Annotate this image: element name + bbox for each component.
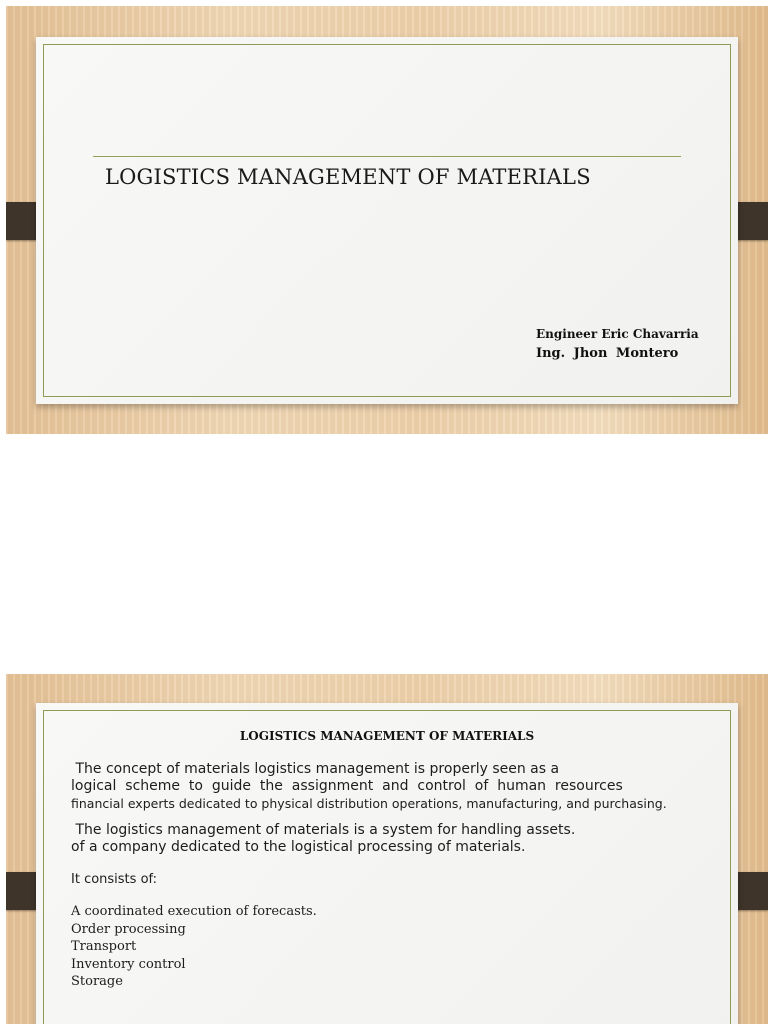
slide-paper <box>36 37 738 404</box>
consists-label: It consists of: <box>71 872 158 887</box>
list-item: Order processing <box>71 921 186 937</box>
paragraph <box>71 822 711 856</box>
author-name: Engineer Eric Chavarria <box>536 327 699 341</box>
slide-title: LOGISTICS MANAGEMENT OF MATERIALS <box>239 729 535 743</box>
slide-title: LOGISTICS MANAGEMENT OF MATERIALS <box>105 165 591 189</box>
title-divider <box>93 156 681 157</box>
list-item: Transport <box>71 939 137 954</box>
paragraph-line: The logistics management of materials is a system for handling assets. <box>71 822 576 838</box>
paragraph-line: of a company dedicated to the logistical processing of materials. <box>71 839 526 855</box>
paragraph-line: financial experts dedicated to physical distribution operations, manufacturing, and purchasing. <box>71 796 667 811</box>
list-item: A coordinated execution of forecasts. <box>71 904 317 919</box>
slide-2 <box>6 674 768 1024</box>
item-list <box>71 903 711 991</box>
paragraph <box>71 761 711 812</box>
author-list <box>536 327 699 361</box>
paragraph-line: logical scheme to guide the assignment and control of human resources <box>71 778 623 794</box>
author-name: Ing. Jhon Montero <box>536 346 679 361</box>
slide-paper <box>36 703 738 1024</box>
slide-1 <box>6 6 768 434</box>
list-item: Storage <box>71 974 123 989</box>
slide-body <box>71 761 711 991</box>
list-item: Inventory control <box>71 956 186 972</box>
paragraph-line: The concept of materials logistics management is properly seen as a <box>71 761 560 777</box>
